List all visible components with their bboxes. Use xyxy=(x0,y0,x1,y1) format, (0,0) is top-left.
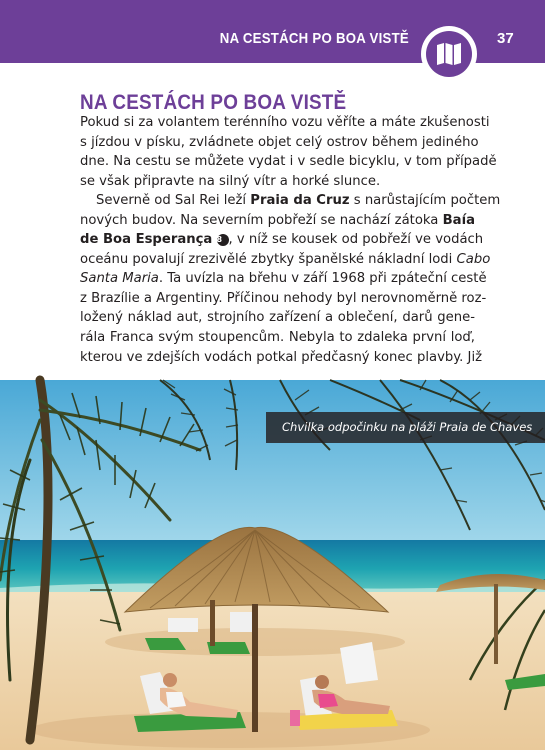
place-name: Praia da Cruz xyxy=(250,193,350,209)
ship-name: Santa Maria xyxy=(80,271,159,287)
text-line: ložený náklad aut, strojního zařízení a oblečení, darů gene- xyxy=(80,310,475,326)
section-badge xyxy=(421,26,477,82)
text-line: s jízdou v písku, zvládnete objet celý ostrov během jediného xyxy=(80,134,479,150)
place-name: de Boa Esperança xyxy=(80,232,213,248)
text-line: se však připravte na silný vítr a horké slunce. xyxy=(80,173,381,189)
section-heading: NA CESTÁCH PO BOA VISTĚ xyxy=(80,91,347,114)
article-body xyxy=(80,113,501,367)
text-line: de Boa Esperança 8 , v níž se kousek od pobřeží ve vodách xyxy=(80,232,484,248)
page-number: 37 xyxy=(497,30,514,47)
place-name: Baía xyxy=(442,212,475,228)
photo-caption: Chvilka odpočinku na pláži Praia de Chaves xyxy=(266,412,545,443)
running-header-title: NA CESTÁCH PO BOA VISTĚ xyxy=(219,30,409,47)
text-line: rála Franca svým stoupencům. Nebyla to zdaleka první loď, xyxy=(80,330,475,346)
text-line: oceánu povalují zrezivělé zbytky španělské nákladní lodi Cabo xyxy=(80,251,491,267)
text-line: dne. Na cestu se můžete vydat i v sedle bicyklu, v tom případě xyxy=(80,154,497,170)
text-line: z Brazílie a Argentiny. Příčinou nehody byl nerovnoměrně roz- xyxy=(80,290,487,306)
ship-name: Cabo xyxy=(456,251,491,267)
text-line: Pokud si za volantem terénního vozu věříte a máte zkušenosti xyxy=(80,115,490,130)
text-line: Santa Maria. Ta uvízla na břehu v září 1968 při zpáteční cestě xyxy=(80,271,487,287)
parasol-pole xyxy=(252,604,258,732)
map-icon xyxy=(426,31,472,77)
text-line: nových budov. Na severním pobřeží se nachází zátoka Baía xyxy=(80,212,475,228)
text-line: kterou ve zdejších vodách potkal předčasný konec plavby. Již xyxy=(80,349,483,365)
map-reference-marker: 8 xyxy=(217,234,229,246)
running-header xyxy=(0,0,545,63)
text-line: Severně od Sal Rei leží Praia da Cruz s narůstajícím počtem xyxy=(96,193,501,209)
